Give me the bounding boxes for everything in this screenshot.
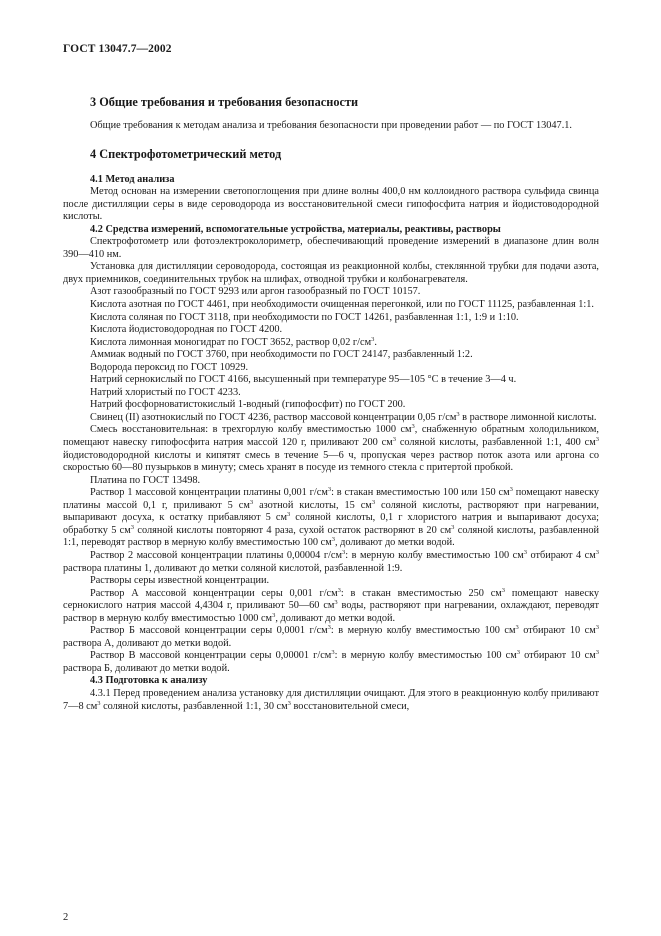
paragraph: Кислота азотная по ГОСТ 4461, при необходимости очищенная перегонкой, или по ГОСТ 11125, разбавленная 1:1. (90, 299, 594, 311)
section-3-text: Общие требования к методам анализа и требования безопасности при проведении работ — по ГОСТ 13047.1. (90, 120, 572, 131)
paragraph: Раствор А массовой концентрации серы 0,001 $г/см^3$: в стакан вместимостью 250 $см^3$ помещают навеску сернокислого натрия массой 4,4304 г, приливают 50—60 $см^3$ воды, растворяют при нагревании, охлаждают, переводят раствор в мерную колбу вместимостью 1000 $см^3$, доливают до метки водой. (63, 586, 599, 624)
paragraph: Спектрофотометр или фотоэлектроколориметр, обеспечивающий проведение измерений в диапазоне длин волн 390—410 нм. (63, 236, 599, 260)
paragraph: Азот газообразный по ГОСТ 9293 или аргон газообразный по ГОСТ 10157. (90, 286, 421, 298)
paragraph: Раствор 1 массовой концентрации платины 0,001 $г/см^3$: в стакан вместимостью 100 или 150 $см^3$ помещают навеску платины массой 0,1 г, приливают 5 $см^3$ азотной кислоты, 15 $см^3$ соляной кислоты, растворяют при нагревании, выпаривают досуха, к остатку прибавляют 5 $см^3$ соляной кислоты, 0,1 г хлористого натрия и выпаривают досуха; обработку 5 $см^3$ соляной кислоты повторяют 4 раза, сухой остаток растворяют в 20 $см^3$ соляной кислоты, разбавленной 1:1, переводят раствор в мерную колбу вместимостью 100 $см^3$, доливают до метки водой. (63, 486, 600, 549)
subsection-4-3-title: 4.3 Подготовка к анализу (90, 675, 208, 687)
section-3-title: 3 Общие требования и требования безопасности (90, 95, 359, 109)
subsection-4-2-title: 4.2 Средства измерений, вспомогательные устройства, материалы, реактивы, растворы (90, 223, 501, 235)
paragraph: Натрий фосфорноватистокислый 1-водный (гипофосфит) по ГОСТ 200. (90, 399, 406, 411)
page-content (63, 78, 599, 713)
document-header: ГОСТ 13047.7—2002 (63, 43, 172, 55)
paragraph: Установка для дистилляции сероводорода, состоящая из реакционной колбы, стеклянной трубки для подачи азота, двух приемников, соединительных трубок на шлифах, отводной трубки и колбонагревателя. (63, 261, 599, 285)
paragraph: Натрий сернокислый по ГОСТ 4166, высушенный при температуре 95—105 °С в течение 3—4 ч. (90, 374, 517, 386)
paragraph: Раствор Б массовой концентрации серы 0,0001 $г/см^3$: в мерную колбу вместимостью 100 $см^3$ отбирают 10 $см^3$ раствора А, доливают до метки водой. (63, 624, 599, 649)
paragraph: Растворы серы известной концентрации. (90, 575, 270, 587)
section-4-title: 4 Спектрофотометрический метод (90, 146, 282, 161)
subsection-4-1-title: 4.1 Метод анализа (90, 173, 175, 185)
paragraph: Раствор В массовой концентрации серы 0,00001 $г/см^3$: в мерную колбу вместимостью 100 $см^3$ отбирают 10 $см^3$ раствора Б, доливают до метки водой. (63, 649, 599, 674)
paragraph: Раствор 2 массовой концентрации платины 0,00004 $г/см^3$: в мерную колбу вместимостью 100 $см^3$ отбирают 4 $см^3$ раствора платины 1, доливают до метки соляной кислотой, разбавленной 1:9. (63, 548, 599, 574)
paragraph: Кислота йодистоводородная по ГОСТ 4200. (90, 324, 283, 336)
paragraph: Платина по ГОСТ 13498. (90, 474, 201, 486)
paragraph: Кислота соляная по ГОСТ 3118, при необходимости по ГОСТ 14261, разбавленная 1:1, 1:9 и 1:10. (90, 311, 519, 323)
paragraph: 4.3.1 Перед проведением анализа установку для дистилляции очищают. Для этого в реакционную колбу приливают 7—8 $см^3$ соляной кислоты, разбавленной 1:1, 30 $см^3$ восстановительной смеси, (63, 687, 599, 712)
paragraph: Метод основан на измерении светопоглощения при длине волны 400,0 нм коллоидного раствора сульфида свинца после дистилляции серы в виде сероводорода из восстановительной смеси гипофосфита натрия и йодистоводородной кислоты. (63, 186, 599, 223)
page-number: 2 (63, 912, 69, 923)
paragraph: Натрий хлористый по ГОСТ 4233. (90, 386, 241, 398)
paragraph: Водорода пероксид по ГОСТ 10929. (90, 361, 249, 373)
paragraph: Аммиак водный по ГОСТ 3760, при необходимости по ГОСТ 24147, разбавленный 1:2. (90, 349, 473, 361)
paragraph: Смесь восстановительная: в трехгорлую колбу вместимостью 1000 $см^3$, снабженную обратным холодильником, помещают навеску гипофосфита натрия массой 120 г, приливают 200 $см^3$ соляной кислоты, разбавленной 1:1, 400 $см^3$ йодистоводородной кислоты и кипятят смесь в течение 5—6 ч, пропуская через раствор поток азота или аргона со скоростью 60—80 пузырьков в минуту; смесь хранят в посуде из темного стекла с притертой пробкой. (63, 423, 599, 474)
paragraph: Свинец (II) азотнокислый по ГОСТ 4236, раствор массовой концентрации 0,05 $г/см^3$ в растворе лимонной кислоты. (90, 410, 597, 423)
paragraph: Кислота лимонная моногидрат по ГОСТ 3652, раствор 0,02 $г/см^3$. (90, 335, 377, 348)
